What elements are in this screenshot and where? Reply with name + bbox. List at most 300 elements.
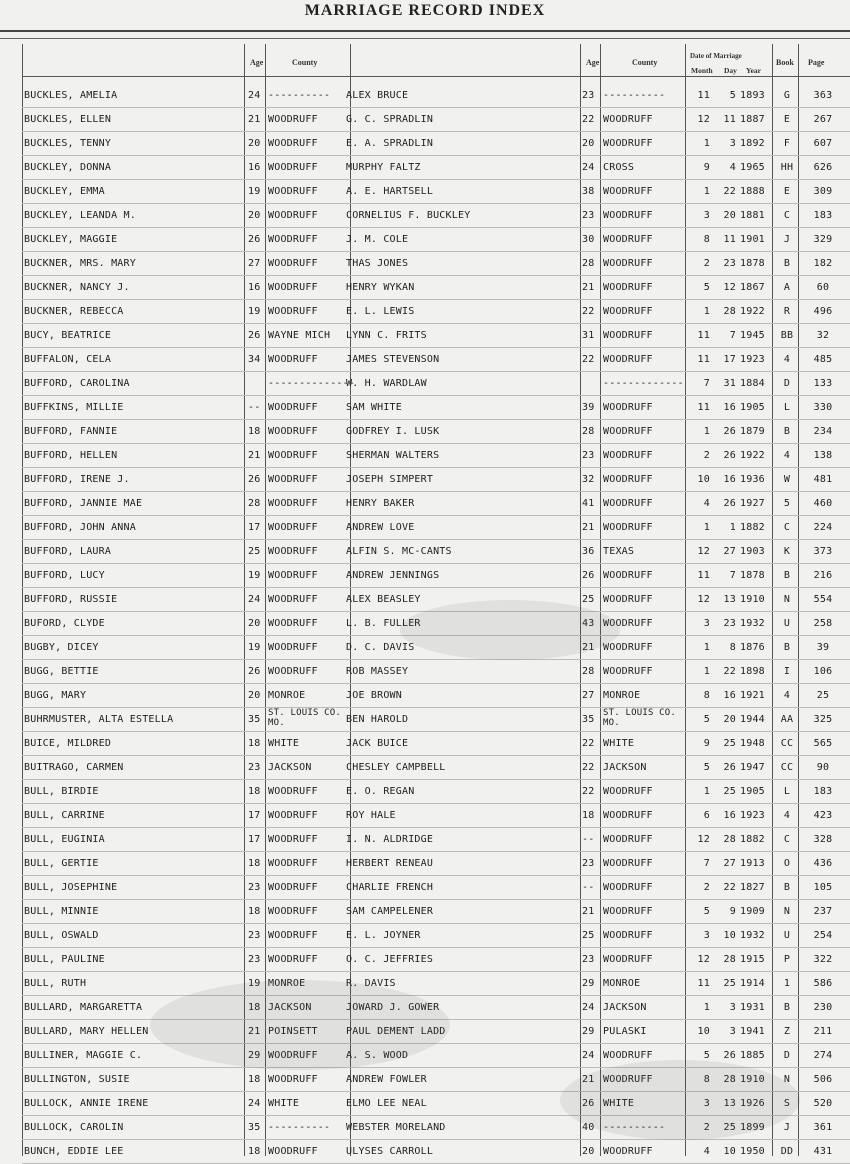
record-age: 35 [248,714,261,725]
record-name: BULL, EUGINIA [24,834,105,845]
record-spouse: ROY HALE [346,810,396,821]
record-spouse-age: 39 [582,402,595,413]
record-age: 19 [248,978,261,989]
record-county: ---------- [268,90,331,101]
record-name: BULL, MINNIE [24,906,99,917]
table-row [0,324,850,348]
record-book: D [783,1050,791,1061]
record-name: BULL, JOSEPHINE [24,882,118,893]
record-year: 1947 [740,762,765,773]
record-age: 19 [248,642,261,653]
record-page: 183 [813,210,833,221]
table-row [0,252,850,276]
record-month: 10 [697,474,710,485]
record-spouse: E. O. REGAN [346,786,415,797]
record-spouse: CHESLEY CAMPBELL [346,762,446,773]
record-spouse-county: WOODRUFF [603,450,653,461]
record-spouse-county: WOODRUFF [603,570,653,581]
record-county: WOODRUFF [268,162,318,173]
record-spouse: PAUL DEMENT LADD [346,1026,446,1037]
record-book: K [783,546,791,557]
record-month: 1 [703,522,710,533]
record-spouse-age: 28 [582,666,595,677]
record-book: O [783,858,791,869]
record-day: 11 [723,114,736,125]
record-day: 16 [723,402,736,413]
record-county: WOODRUFF [268,498,318,509]
record-book: A [783,282,791,293]
record-month: 8 [703,690,710,701]
record-month: 3 [703,930,710,941]
record-page: 506 [813,1074,833,1085]
record-year: 1867 [740,282,765,293]
record-page: 330 [813,402,833,413]
table-row [0,348,850,372]
table-row [0,588,850,612]
header-date-of-marriage: Date of Marriage [690,52,742,60]
record-spouse-age: 22 [582,114,595,125]
record-spouse-county: WOODRUFF [603,354,653,365]
record-page: 436 [813,858,833,869]
scan-smudge [150,980,450,1070]
record-name: BUFORD, CLYDE [24,618,105,629]
scan-smudge [560,1060,800,1140]
record-page: 520 [813,1098,833,1109]
record-spouse-county: WHITE [603,738,635,749]
record-age: 23 [248,954,261,965]
record-spouse-age: 21 [582,282,595,293]
record-spouse: A. S. WOOD [346,1050,409,1061]
record-page: 460 [813,498,833,509]
record-book: B [783,1002,791,1013]
record-spouse-age: 20 [582,138,595,149]
record-spouse-age: 26 [582,570,595,581]
record-county: WOODRUFF [268,642,318,653]
record-month: 3 [703,210,710,221]
record-age: 24 [248,90,261,101]
record-age: 19 [248,570,261,581]
record-spouse-age: 23 [582,90,595,101]
record-page: 267 [813,114,833,125]
record-year: 1941 [740,1026,765,1037]
record-spouse-age: 41 [582,498,595,509]
table-row [0,732,850,756]
record-year: 1899 [740,1122,765,1133]
record-spouse-county: WOODRUFF [603,474,653,485]
record-month: 11 [697,570,710,581]
table-row [0,708,850,732]
record-name: BUFFORD, IRENE J. [24,474,130,485]
record-county: WOODRUFF [268,786,318,797]
record-book: U [783,930,791,941]
record-month: 4 [703,1146,710,1157]
record-name: BULL, PAULINE [24,954,105,965]
record-page: 258 [813,618,833,629]
table-row [0,444,850,468]
record-book: 4 [783,810,791,821]
record-month: 5 [703,714,710,725]
record-day: 28 [723,954,736,965]
record-name: BUFFALON, CELA [24,354,112,365]
record-month: 12 [697,954,710,965]
record-month: 2 [703,450,710,461]
record-page: 328 [813,834,833,845]
record-day: 31 [723,378,736,389]
record-month: 1 [703,426,710,437]
record-name: BUGBY, DICEY [24,642,99,653]
record-year: 1927 [740,498,765,509]
record-day: 16 [723,474,736,485]
table-row [0,228,850,252]
record-book: D [783,378,791,389]
record-spouse-county: WOODRUFF [603,786,653,797]
record-spouse-age: 24 [582,1002,595,1013]
record-spouse-county: WOODRUFF [603,810,653,821]
record-age: 25 [248,546,261,557]
record-book: B [783,258,791,269]
record-year: 1909 [740,906,765,917]
record-spouse-county: WOODRUFF [603,186,653,197]
table-row [0,300,850,324]
record-spouse: W. H. WARDLAW [346,378,427,389]
record-year: 1914 [740,978,765,989]
record-year: 1932 [740,930,765,941]
record-age: 26 [248,474,261,485]
record-spouse-county: JACKSON [603,762,647,773]
record-spouse: ALEX BRUCE [346,90,409,101]
record-page: 481 [813,474,833,485]
record-name: BUFFKINS, MILLIE [24,402,124,413]
record-spouse: ELMO LEE NEAL [346,1098,427,1109]
record-year: 1910 [740,594,765,605]
record-page: 363 [813,90,833,101]
record-page: 216 [813,570,833,581]
record-age: 18 [248,738,261,749]
record-day: 27 [723,546,736,557]
table-row [0,372,850,396]
record-age: 19 [248,186,261,197]
record-page: 25 [816,690,830,701]
record-page: 237 [813,906,833,917]
record-spouse-age: 20 [582,1146,595,1157]
record-day: 17 [723,354,736,365]
header-page: Page [808,58,825,67]
record-county: WOODRUFF [268,834,318,845]
record-book: Z [783,1026,791,1037]
table-row [0,108,850,132]
record-county: WOODRUFF [268,594,318,605]
record-book: B [783,882,791,893]
table-row [0,420,850,444]
table-row [0,1140,850,1164]
record-name: BUCKNER, MRS. MARY [24,258,136,269]
record-age: 28 [248,498,261,509]
record-day: 28 [723,306,736,317]
record-page: 234 [813,426,833,437]
record-age: 26 [248,330,261,341]
record-year: 1885 [740,1050,765,1061]
record-age: 18 [248,426,261,437]
record-day: 3 [729,138,736,149]
record-book: F [783,138,791,149]
record-name: BUFFORD, LAURA [24,546,112,557]
record-age: 20 [248,210,261,221]
table-row [0,276,850,300]
record-spouse: CHARLIE FRENCH [346,882,434,893]
record-month: 4 [703,498,710,509]
record-county: MONROE [268,978,306,989]
record-day: 12 [723,282,736,293]
record-spouse: ULYSES CARROLL [346,1146,434,1157]
record-page: 565 [813,738,833,749]
record-spouse-age: 35 [582,714,595,725]
record-year: 1898 [740,666,765,677]
record-year: 1884 [740,378,765,389]
record-county: WOODRUFF [268,186,318,197]
record-spouse-age: 23 [582,858,595,869]
record-spouse-age: 23 [582,210,595,221]
record-day: 4 [729,162,736,173]
record-page: 182 [813,258,833,269]
header-day: Day [724,66,737,75]
record-spouse-age: 21 [582,1074,595,1085]
record-day: 27 [723,858,736,869]
record-name: BULLOCK, CAROLIN [24,1122,124,1133]
record-spouse: SAM CAMPELENER [346,906,434,917]
record-spouse-county: CROSS [603,162,635,173]
record-spouse-age: -- [582,834,595,845]
record-spouse-age: 28 [582,258,595,269]
record-age: 24 [248,594,261,605]
record-day: 8 [729,642,736,653]
record-spouse-age: 25 [582,930,595,941]
record-spouse-age: 26 [582,1098,595,1109]
record-month: 2 [703,882,710,893]
table-row [0,204,850,228]
record-age: 17 [248,810,261,821]
record-spouse: JAMES STEVENSON [346,354,440,365]
record-month: 5 [703,282,710,293]
record-year: 1879 [740,426,765,437]
record-year: 1950 [740,1146,765,1157]
record-spouse-county: WOODRUFF [603,498,653,509]
record-spouse: SHERMAN WALTERS [346,450,440,461]
record-spouse: R. DAVIS [346,978,396,989]
record-year: 1905 [740,786,765,797]
record-year: 1881 [740,210,765,221]
record-book: I [783,666,791,677]
record-age: 18 [248,906,261,917]
record-book: G [783,90,791,101]
title-rule [0,30,850,32]
record-spouse: D. C. DAVIS [346,642,415,653]
record-county: WOODRUFF [268,522,318,533]
record-county: WOODRUFF [268,402,318,413]
record-age: 27 [248,258,261,269]
record-page: 322 [813,954,833,965]
record-name: BULLOCK, ANNIE IRENE [24,1098,149,1109]
record-name: BULLARD, MARY HELLEN [24,1026,149,1037]
record-day: 25 [723,738,736,749]
record-spouse: BEN HAROLD [346,714,409,725]
record-spouse: CORNELIUS F. BUCKLEY [346,210,471,221]
record-spouse-county: WOODRUFF [603,930,653,941]
record-book: B [783,570,791,581]
record-day: 26 [723,498,736,509]
record-page: 60 [816,282,830,293]
record-page: 254 [813,930,833,941]
record-spouse: JOSEPH SIMPERT [346,474,434,485]
record-spouse-county: WOODRUFF [603,234,653,245]
record-spouse-county: WOODRUFF [603,402,653,413]
scan-smudge [400,600,620,660]
header-county: County [292,58,318,67]
record-day: 5 [729,90,736,101]
record-year: 1931 [740,1002,765,1013]
record-name: BULL, BIRDIE [24,786,99,797]
record-spouse-age: 31 [582,330,595,341]
record-spouse: MURPHY FALTZ [346,162,421,173]
table-row [0,468,850,492]
record-month: 8 [703,234,710,245]
record-spouse-county: MONROE [603,690,641,701]
record-spouse-age: 23 [582,954,595,965]
record-age: 17 [248,834,261,845]
record-month: 11 [697,978,710,989]
record-spouse-county: WOODRUFF [603,594,653,605]
record-name: BUITRAGO, CARMEN [24,762,124,773]
record-book: DD [780,1146,794,1157]
record-spouse: HENRY BAKER [346,498,415,509]
record-age: 18 [248,786,261,797]
record-page: 496 [813,306,833,317]
record-spouse-county: WOODRUFF [603,330,653,341]
record-county: ST. LOUIS CO. MO. [268,708,342,728]
record-day: 3 [729,1026,736,1037]
table-row [0,396,850,420]
record-month: 3 [703,618,710,629]
record-age: 26 [248,666,261,677]
record-age: 34 [248,354,261,365]
record-spouse-age: -- [582,882,595,893]
record-book: S [783,1098,791,1109]
record-year: 1878 [740,258,765,269]
record-spouse-county: WOODRUFF [603,282,653,293]
record-book: U [783,618,791,629]
record-month: 5 [703,1050,710,1061]
table-row [0,84,850,108]
record-county: WOODRUFF [268,258,318,269]
record-spouse-age: 30 [582,234,595,245]
record-county: -------------- [268,378,356,389]
record-page: 133 [813,378,833,389]
record-book: J [783,234,791,245]
record-spouse-county: WOODRUFF [603,522,653,533]
record-spouse: LYNN C. FRITS [346,330,427,341]
record-spouse: THAS JONES [346,258,409,269]
record-year: 1887 [740,114,765,125]
record-spouse-age: 22 [582,306,595,317]
record-age: 21 [248,1026,261,1037]
record-county: WOODRUFF [268,618,318,629]
table-row [0,564,850,588]
record-county: WOODRUFF [268,474,318,485]
record-spouse: HENRY WYKAN [346,282,415,293]
record-spouse-county: WOODRUFF [603,834,653,845]
record-county: WOODRUFF [268,210,318,221]
record-spouse-county: WOODRUFF [603,258,653,269]
record-spouse-age: 25 [582,594,595,605]
record-name: BUCKLES, ELLEN [24,114,112,125]
record-county: WHITE [268,1098,300,1109]
record-spouse: ALEX BEASLEY [346,594,421,605]
record-page: 105 [813,882,833,893]
record-age: 23 [248,930,261,941]
record-name: BUCKLEY, LEANDA M. [24,210,136,221]
table-row [0,900,850,924]
record-year: 1893 [740,90,765,101]
record-year: 1892 [740,138,765,149]
record-spouse-age: 24 [582,1050,595,1061]
record-month: 1 [703,666,710,677]
record-spouse-county: WOODRUFF [603,954,653,965]
record-spouse: I. N. ALDRIDGE [346,834,434,845]
record-book: 1 [783,978,791,989]
record-age: 17 [248,522,261,533]
record-name: BULL, GERTIE [24,858,99,869]
record-page: 423 [813,810,833,821]
record-year: 1915 [740,954,765,965]
record-year: 1878 [740,570,765,581]
record-book: C [783,210,791,221]
record-book: N [783,594,791,605]
record-month: 11 [697,402,710,413]
record-spouse-county: WOODRUFF [603,1146,653,1157]
record-spouse-county: WOODRUFF [603,618,653,629]
record-spouse-age: 38 [582,186,595,197]
record-spouse: E. L. LEWIS [346,306,415,317]
record-spouse: SAM WHITE [346,402,402,413]
record-day: 20 [723,714,736,725]
record-county: WOODRUFF [268,546,318,557]
table-row [0,948,850,972]
record-year: 1827 [740,882,765,893]
record-month: 12 [697,834,710,845]
record-day: 13 [723,1098,736,1109]
record-spouse-age: 28 [582,426,595,437]
record-month: 12 [697,546,710,557]
record-age: 19 [248,306,261,317]
record-spouse-age: 23 [582,450,595,461]
record-county: WOODRUFF [268,906,318,917]
table-row [0,876,850,900]
record-month: 6 [703,810,710,821]
record-county: WOODRUFF [268,138,318,149]
record-page: 329 [813,234,833,245]
record-spouse: G. C. SPRADLIN [346,114,434,125]
record-spouse: ALFIN S. MC-CANTS [346,546,452,557]
record-book: HH [780,162,794,173]
record-book: 4 [783,354,791,365]
record-book: W [783,474,791,485]
record-month: 7 [703,858,710,869]
record-spouse-age: 21 [582,642,595,653]
record-year: 1965 [740,162,765,173]
record-spouse: HERBERT RENEAU [346,858,434,869]
record-page: 39 [816,642,830,653]
record-month: 9 [703,162,710,173]
record-day: 25 [723,978,736,989]
